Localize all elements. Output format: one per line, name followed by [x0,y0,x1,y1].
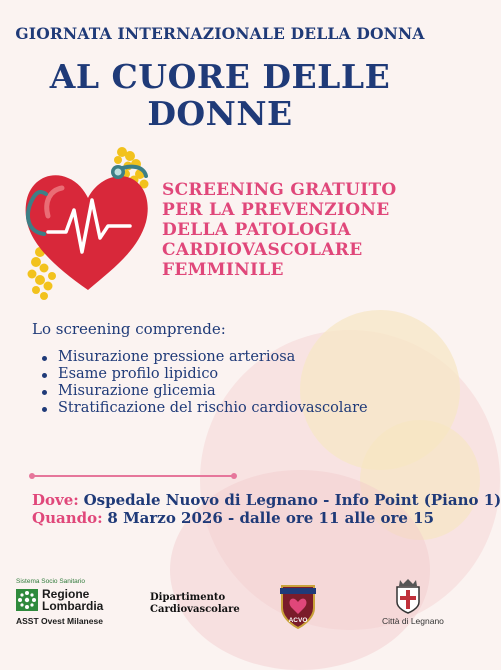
rl-system-label: Sistema Socio Sanitario [16,578,86,585]
legnano-crest [393,578,423,614]
rl-asst-label: ASST Ovest Milanese [16,616,103,626]
date-value: 8 Marzo 2026 - dalle ore 11 alle ore 15 [107,509,435,527]
rl-name-line-2: Lombardia [42,599,104,613]
screening-title-line: FEMMINILE [162,260,284,280]
screening-items-list [40,349,368,417]
list-item: Misurazione glicemia [40,383,368,400]
acvo-logo [278,580,318,630]
list-item: Esame profilo lipidico [40,366,368,383]
location-value: Ospedale Nuovo di Legnano - Info Point (Piano 1) [83,491,501,509]
divider [32,475,234,477]
screening-intro: Lo screening comprende: [32,320,226,338]
screening-title [162,180,432,280]
heart-stethoscope-icon [18,140,158,310]
screening-title-line: DELLA PATOLOGIA [162,220,351,240]
footer-logos [0,570,444,641]
event-title: GIORNATA INTERNAZIONALE DELLA DONNA [15,24,425,43]
rose-camuna-icon [16,589,38,611]
department-line-2: Cardiovascolare [150,604,240,615]
date-info [32,509,434,527]
list-item: Misurazione pressione arteriosa [40,349,368,366]
list-item: Stratificazione del rischio cardiovascolare [40,400,368,417]
regione-lombardia-logo [16,578,126,626]
screening-title-line: CARDIOVASCOLARE [162,240,363,260]
city-logo [382,578,444,626]
location-label: Dove: [32,491,79,509]
location-info [32,491,501,509]
department-line-1: Dipartimento [150,592,226,603]
date-label: Quando: [32,509,103,527]
screening-title-line: SCREENING GRATUITO [162,180,397,200]
rl-name-line-1: Regione [42,587,90,601]
screening-title-line: PER LA PREVENZIONE [162,200,390,220]
page-title-line-2: DONNE [147,94,293,133]
city-name: Città di Legnano [382,616,444,626]
page-title-line-1: AL CUORE DELLE [49,57,391,96]
acvo-text: ACVO [288,617,308,624]
department-label [150,592,240,616]
page-title [0,58,440,132]
